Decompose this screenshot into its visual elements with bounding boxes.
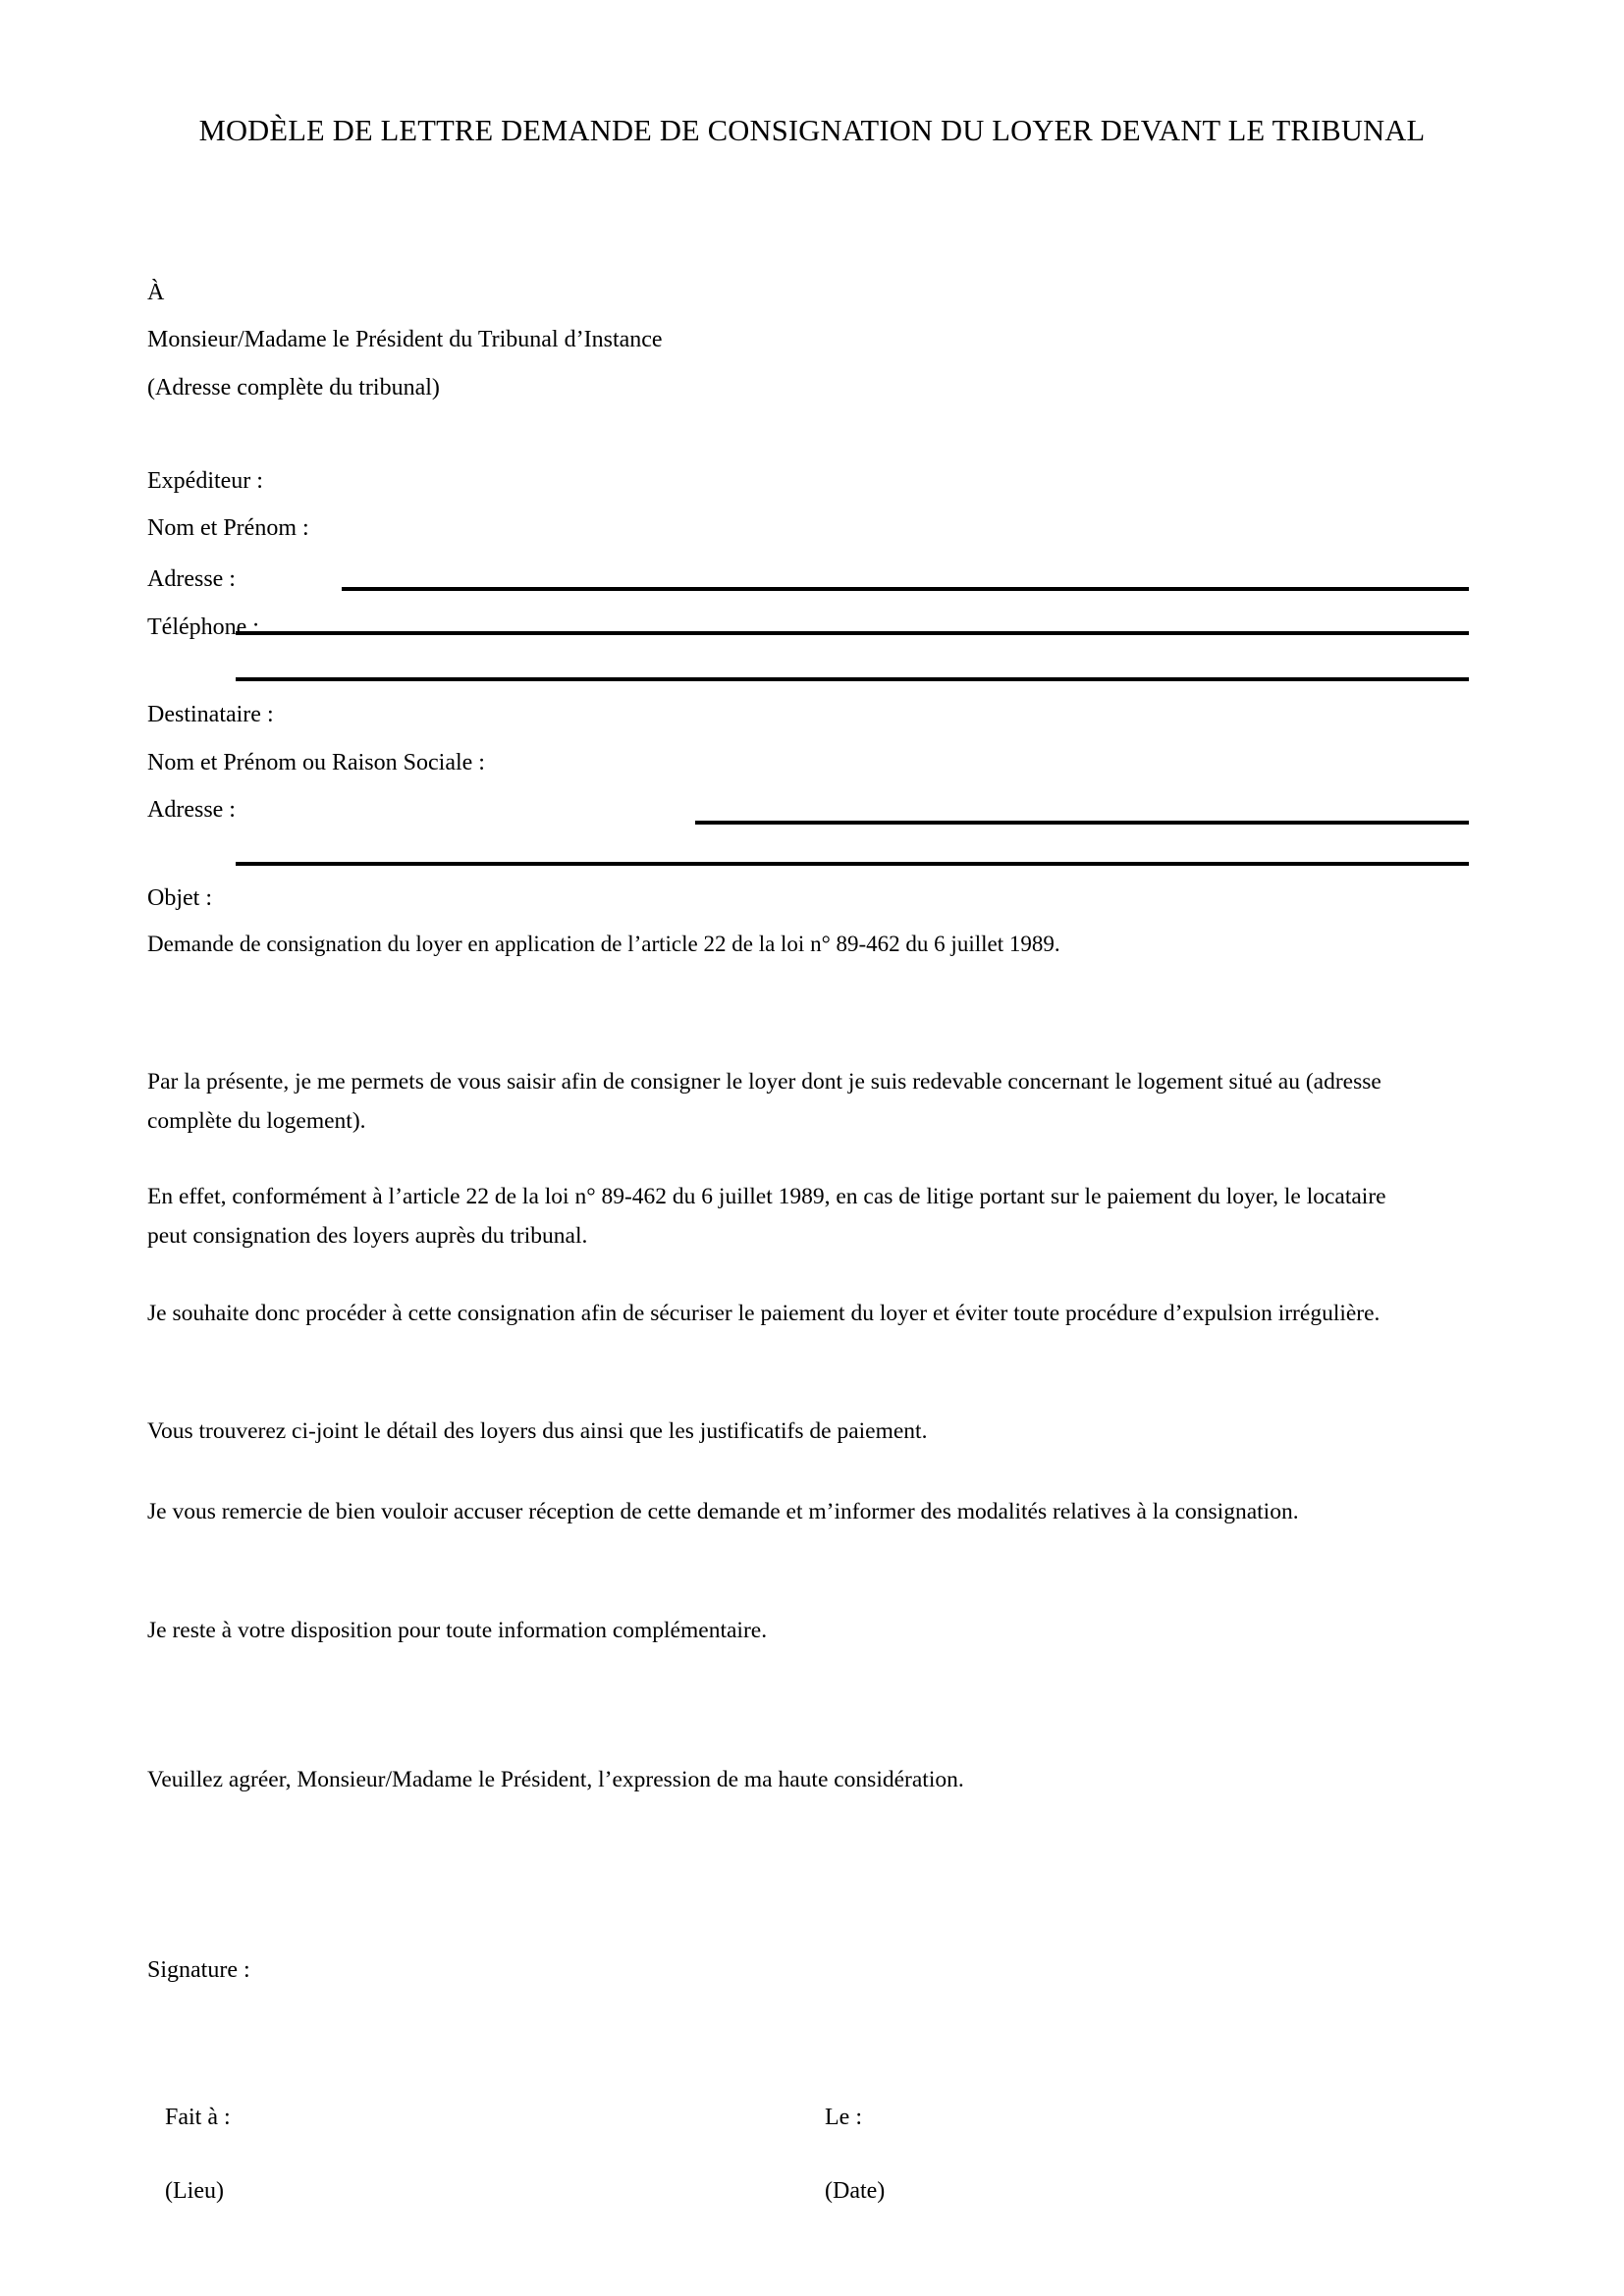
page-title: MODÈLE DE LETTRE DEMANDE DE CONSIGNATION DU LOYER DEVANT LE TRIBUNAL <box>198 114 1426 147</box>
place-label: Fait à : <box>165 2105 231 2130</box>
body-paragraph-4: Vous trouverez ci-joint le détail des loyers dus ainsi que les justificatifs de paiement. <box>147 1418 928 1444</box>
recipient-name-label: Nom et Prénom ou Raison Sociale : <box>147 750 485 775</box>
to-label: À <box>147 280 165 305</box>
sender-phone-input[interactable] <box>236 677 1469 681</box>
recipient-address-label: Adresse : <box>147 797 236 823</box>
body-paragraph-6: Je reste à votre disposition pour toute information complémentaire. <box>147 1618 768 1643</box>
sender-heading: Expéditeur : <box>147 468 263 494</box>
addressee-line: Monsieur/Madame le Président du Tribunal d’Instance <box>147 327 663 352</box>
tribunal-address-placeholder: (Adresse complète du tribunal) <box>147 375 440 400</box>
body-paragraph-5: Je vous remercie de bien vouloir accuser réception de cette demande et m’informer des modalités relatives à la consignation. <box>147 1499 1299 1524</box>
body-paragraph-3: Je souhaite donc procéder à cette consignation afin de sécuriser le paiement du loyer et éviter toute procédure d’expulsion irrégulière. <box>147 1301 1380 1326</box>
recipient-name-input[interactable] <box>695 821 1469 825</box>
date-label: Le : <box>825 2105 862 2130</box>
recipient-heading: Destinataire : <box>147 702 274 727</box>
recipient-address-input[interactable] <box>236 862 1469 866</box>
sender-name-input[interactable] <box>342 587 1469 591</box>
date-hint: (Date) <box>825 2178 886 2204</box>
sender-name-label: Nom et Prénom : <box>147 515 309 541</box>
subject-text: Demande de consignation du loyer en application de l’article 22 de la loi n° 89-462 du 6 juillet 1989. <box>147 932 1060 956</box>
place-hint: (Lieu) <box>165 2178 224 2204</box>
sender-phone-label: Téléphone : <box>147 614 259 640</box>
signature-label: Signature : <box>147 1957 250 1983</box>
sender-address-input[interactable] <box>236 631 1469 635</box>
subject-heading: Objet : <box>147 885 212 911</box>
closing-salutation: Veuillez agréer, Monsieur/Madame le Président, l’expression de ma haute considération. <box>147 1767 964 1792</box>
body-paragraph-2: En effet, conformément à l’article 22 de la loi n° 89-462 du 6 juillet 1989, en cas de litige portant sur le paiement du loyer, le locataire peut consignation des loyers auprès du tribunal. <box>147 1184 1392 1250</box>
body-paragraph-1: Par la présente, je me permets de vous saisir afin de consigner le loyer dont je suis redevable concernant le logement situé au (adresse complète du logement). <box>147 1069 1387 1135</box>
sender-address-label: Adresse : <box>147 566 236 592</box>
